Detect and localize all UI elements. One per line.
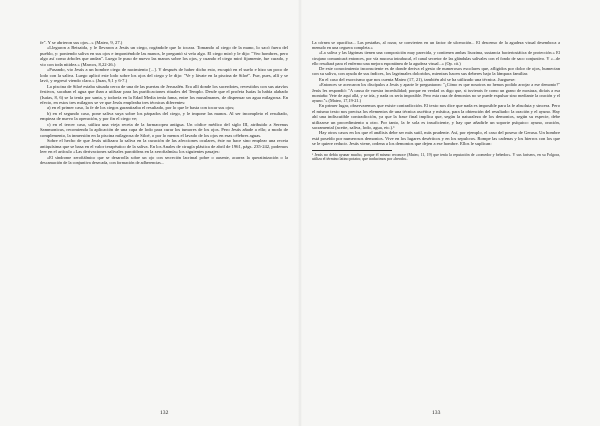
- book-gutter: [298, 0, 302, 426]
- paragraph: b) en el segundo caso, pone saliva suya sobre los párpados del ciego, y le impone las manos. Al ser incompleto el resultado, empieza de nuevo la operación, y por fin el ciego ve;: [40, 110, 288, 122]
- paragraph: En el caso del exorcismo que nos cuenta Mateo (17, 21), también ahí se ha utilizado una técnica. Juzguese:: [319, 76, 516, 82]
- paragraph: c) en el tercer caso, utiliza una vieja receta de la farmacopea antigua. Un códice médico del siglo III, atribuido a Serenus Sammonicus, recomienda la aplicación de una capa de lodo para curar los tumores de los ojos. Pero Jesús añade a ello; a modo de complemento, la inmersión en la piscina milagrosa de Siloé, o por lo menos el lavado de los ojos en esas célebres aguas.: [40, 121, 288, 138]
- paragraph: De este conocimiento inconsciente es de donde deriva el gesto de numerosos escolares que, afligidos por dolor de ojos, humectan con su saliva, con ayuda de sus índices, los lagrimales doloridos, mientras hacen sus deberes bajo la lámpara familiar.: [312, 66, 560, 77]
- paragraph: a) en el primer caso, la fe de los ciegos garantizaba el resultado, por lo que le basta con tocar sus ojos;: [47, 105, 235, 111]
- paragraph: «Pasando, vio Jesús a un hombre ciego de nacimiento [...]. Y después de haber dicho esto, escupió en el suelo e hizo un poco de lodo con la saliva. Luego aplicó este lodo sobre los ojos del ciego y le dijo: "Ve y lávate en la piscina de Siloé". Fue, pues, allí y se lavó, y regresó viendo claro.» (Juan, 9,1 y 6-7.): [40, 67, 288, 84]
- left-page: [40, 40, 288, 410]
- paragraph: «Llegaron a Betsaida, y le llevaron a Jesús un ciego, rogándole que lo tocara. Tomando al ciego de la mano, lo sacó fuera del pueblo, y: poniendo saliva en sus ojos e imponiéndole las manos, le preguntó si veía algo. El ciego miró y le dijo: "Veo hombres, pero algo así como árboles que andan". Luego le puso de nuevo las manos sobre los ojos, y cuando el ciego miró fijamente, fue curado, y vio con toda nitidez.» (Marcos, 8,22-26.): [40, 45, 288, 67]
- footnote: ¹ Jesús no debía ayunar mucho, porque él mismo reconoce (Mateo, 11, 19) que tenía la reputación de «comedor y bebedor». Y sus fariseos, en su Folgora, utiliza el término latino potator, que traducimos por «beodo».: [312, 152, 560, 162]
- right-page: [312, 40, 560, 410]
- paragraph: En primer lugar, observaremos que existe contradicción. El texto nos dice que nada es imposible para la fe absoluta y sincera. Pero el mismo texto nos precisa los elementos de una técnica ascética y mística, para la obtención del resultado: la oración y el ayuno. Hay ahí una indiscutible contradicción, ya que la frase final implica que, según la naturaleza de los demonios, según su especie, debe utilizarse un procedimiento u otro. Por tanto, la fe sola es insuficiente, y hay que añadirle un soporte psíquico: ayuno, oración, sacramental (aceite, saliva, lodo, agua, etc.).¹: [312, 103, 560, 130]
- footnote-rule: [312, 150, 392, 151]
- paragraph: fe". Y se abrieron sus ojos...» (Mateo, 9, 27.): [40, 40, 123, 45]
- quote-paragraph: «El síndrome xeroftálmico que se desarrolla sobre un ojo con secreción lacrimal pobre o ausente, acarrea la queratinización o la descamación de la conjuntiva desecada, con formación de adherencias...: [40, 154, 288, 165]
- page-number-left: 132: [160, 410, 169, 416]
- paragraph: La piscina de Siloé estaba situada cerca de una de las puertas de Jerusalén. Era allí donde los sacerdotes, revestidos con sus atavíos festivos, sacaban el agua que iban a utilizar para las purificaciones rituales del Templo. Desde que el profeta Isaías la había alabado (Isaías, 8, 6) se la tenía por santa, y todavía en la Edad Media tenía fama, entre los musulmanes, de dispensar un agua milagrosa. En efecto, en estos tres milagros se ve que Jesús empleaba tres técnicas diferentes:: [40, 83, 288, 105]
- quote-paragraph: «Entonces se acercaron los discípulos a Jesús y aparte le preguntaron: "¿Cómo es que nosotros no hemos podido arrojar a ese demonio?" Jesús les respondió: "A causa de vuestra incredulidad; porque en verdad os digo que, si tuvierais fe como un grano de mostaza, diríais a esa montaña: Vete de aquí allá, y se iría, y nada os sería imposible. Pero esta raza de demonios no se puede expulsar sino mediante la oración y el ayuno."» (Mateo, 17,19-21.): [312, 82, 560, 103]
- quote-paragraph: La córnea se opacifica... Las pestañas, al rozar, se convierten en un factor de ulceración... El descenso de la agudeza visual desemboca a menudo en una ceguera completa.»: [312, 40, 560, 51]
- paragraph: Hay otros casos en los que el análisis debe ser más sutil, más prudente. Así, por ejemplo, el caso del poseso de Gerasa. Un hombre está poseído por numerosos demonios. Vive en los lugares desérticos y en los sepulcros. Rompe las cadenas y los hierros con los que se le quiere reducir. Jesús viene, ordena a los demonios que dejen a ese hombre. Ellos le suplican:: [312, 130, 560, 147]
- quote-paragraph: «La saliva y las lágrimas tienen una composición muy parecida, y contienen ambas lisozima, sustancia bacteriostática de protección.» El cirujano comunicará entonces, por vía mucosa intrabucal, el canal secretor de las glándulas salivales con el fondo de saco conjuntivo. Y «...de ello resultará para el enfermo una mejora espontánea de la agudeza visual...» (Op. cit.): [312, 50, 560, 66]
- paragraph: Sobre el hecho de que Jesús utilizara la saliva en la curación de las afecciones oculares, éste no hace sino emplear una receta antiquísima que se basa en el valor terapéutico de la saliva. En los Anales de cirugía plástica de abril de 1961, págs. 235-242, podemos leer en el artículo «Las derivaciones salivales parotídeas en la xeroftalmía» los siguientes pasajes:: [40, 138, 288, 155]
- page-number-right: 133: [432, 410, 441, 416]
